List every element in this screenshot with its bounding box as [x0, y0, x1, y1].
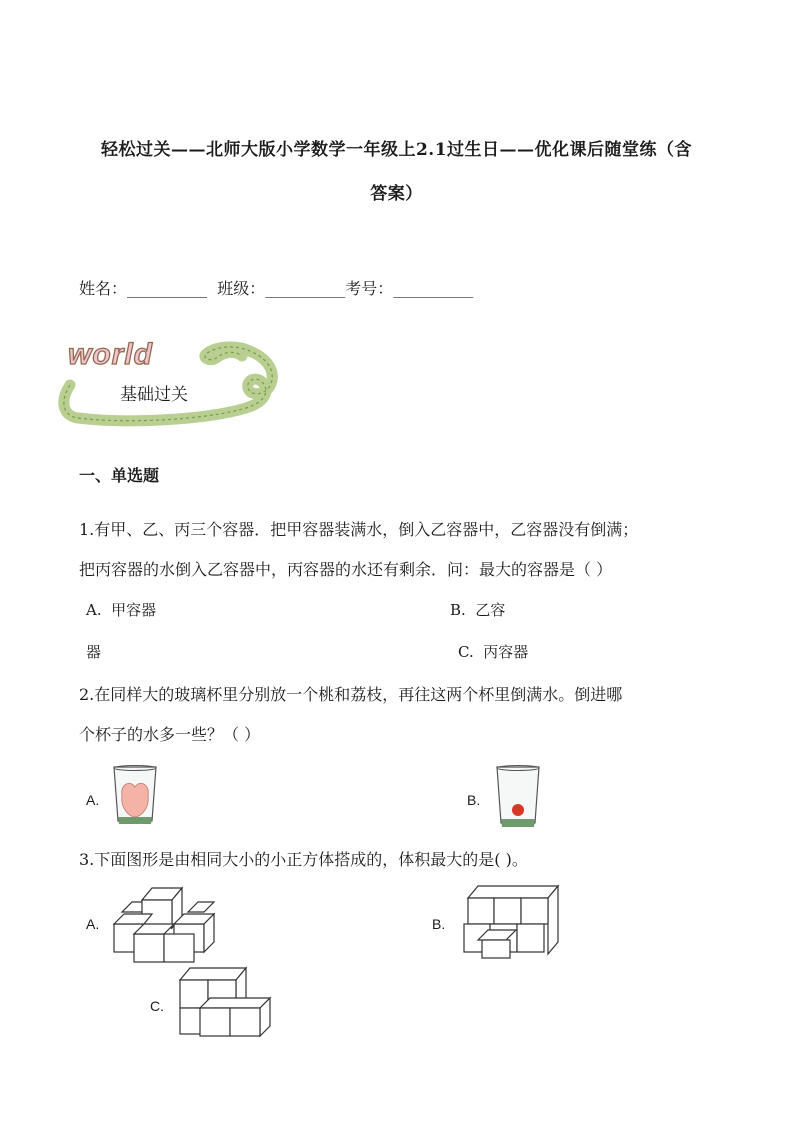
basic-level-banner: [56, 330, 276, 442]
question-2-line-1: 2.在同样大的玻璃杯里分别放一个桃和荔枝，再往这两个杯里倒满水。倒进哪: [79, 685, 623, 704]
exam-no-label: 考号：: [345, 279, 394, 298]
glass-with-lychee-icon[interactable]: [493, 765, 543, 831]
question-1-option-c[interactable]: C. 丙容器: [458, 643, 529, 661]
name-blank[interactable]: __________: [127, 279, 208, 298]
document-title: [70, 128, 723, 216]
question-3: [79, 840, 729, 880]
question-2: [79, 675, 729, 755]
class-label: 班级：: [217, 279, 266, 298]
cube-stack-a-icon[interactable]: [112, 880, 216, 960]
class-blank[interactable]: __________: [265, 279, 346, 298]
glass-with-peach-icon[interactable]: [110, 765, 160, 827]
section-heading: 一、单选题: [79, 466, 160, 485]
question-3-line-1: 3.下面图形是由相同大小的小正方体搭成的，体积最大的是( )。: [79, 850, 528, 869]
question-2-option-b-label[interactable]: B.: [467, 792, 481, 808]
title-line-2: 答案）: [370, 184, 423, 204]
question-3-option-a-label[interactable]: A.: [86, 916, 100, 932]
cube-stack-c-icon[interactable]: [176, 964, 276, 1044]
question-1-line-1: 1.有甲、乙、丙三个容器．把甲容器装满水，倒入乙容器中，乙容器没有倒满；: [79, 520, 639, 539]
name-label: 姓名：: [79, 279, 128, 298]
title-line-1: 轻松过关——北师大版小学数学一年级上2.1过生日——优化课后随堂练（含: [100, 140, 693, 160]
question-1-option-a[interactable]: A. 甲容器: [86, 601, 157, 619]
banner-label: 基础过关: [120, 385, 188, 405]
question-3-option-b-label[interactable]: B.: [432, 916, 446, 932]
exam-no-blank[interactable]: __________: [393, 279, 474, 298]
question-2-line-2: 个杯子的水多一些？（ ）: [79, 725, 261, 744]
cube-stack-b-icon[interactable]: [460, 882, 564, 962]
question-2-option-a-label[interactable]: A.: [86, 792, 100, 808]
question-1-line-2: 把丙容器的水倒入乙容器中，丙容器的水还有剩余．问：最大的容器是（ ）: [79, 560, 613, 579]
question-3-option-c-label[interactable]: C.: [150, 998, 164, 1014]
question-1-option-b[interactable]: B. 乙容: [450, 601, 506, 619]
student-info: [79, 278, 473, 300]
question-1-option-b-wrap: 器: [86, 643, 102, 661]
banner-word: world: [68, 338, 153, 371]
question-1: [79, 510, 729, 590]
